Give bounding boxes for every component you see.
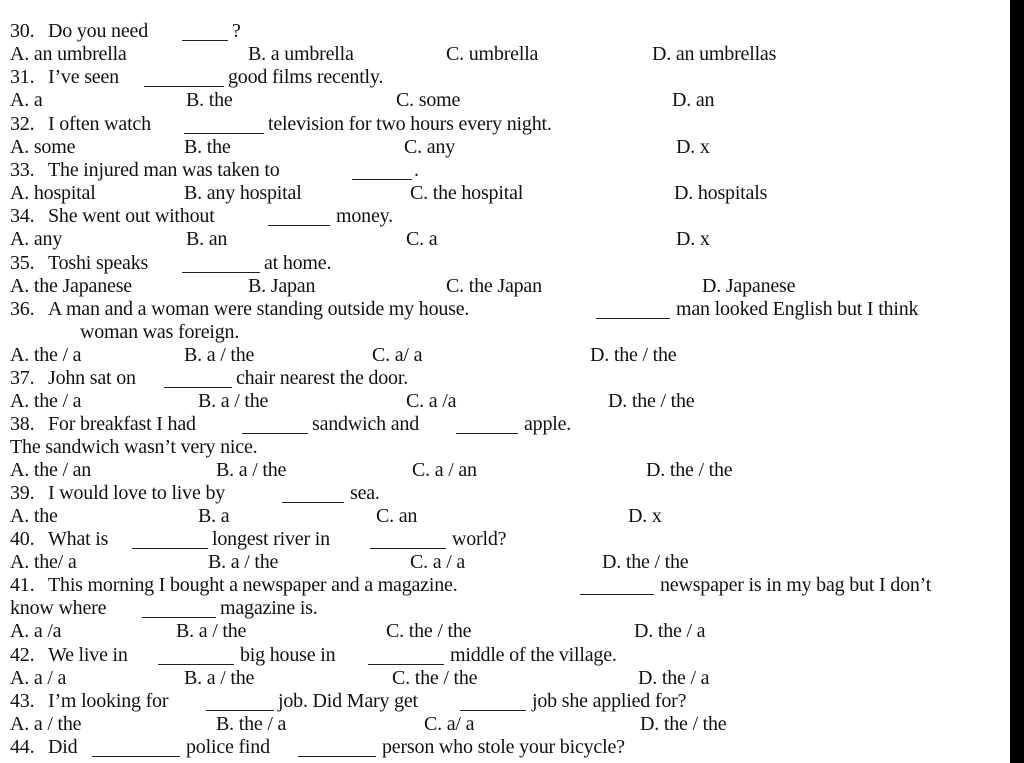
question-text: I’m looking for (48, 690, 169, 712)
option-d[interactable]: D. an umbrellas (652, 43, 777, 65)
question-text: person who stole your bicycle? (382, 736, 625, 758)
answer-blank (460, 710, 526, 711)
question-text: For breakfast I had (48, 413, 196, 435)
question-text: We live in (48, 644, 128, 666)
question-41 (0, 574, 1024, 597)
options-37 (0, 390, 1024, 413)
option-b[interactable]: B. the / a (216, 713, 287, 735)
question-text: She went out without (48, 205, 215, 227)
question-number: 39. (10, 482, 35, 504)
question-text: I’ve seen (48, 66, 119, 88)
option-a[interactable]: A. any (10, 228, 63, 250)
option-b[interactable]: B. an (186, 228, 228, 250)
answer-blank (596, 318, 670, 319)
question-number: 44. (10, 736, 35, 758)
option-a[interactable]: A. the/ a (10, 551, 77, 573)
option-d[interactable]: D. the / the (640, 713, 727, 735)
options-36 (0, 344, 1024, 367)
option-b[interactable]: B. any hospital (184, 182, 302, 204)
question-text: The injured man was taken to (48, 159, 280, 181)
answer-blank (164, 387, 232, 388)
question-text: I often watch (48, 113, 151, 135)
question-35 (0, 252, 1024, 275)
answer-blank (368, 664, 444, 665)
question-number: 42. (10, 644, 35, 666)
question-number: 43. (10, 690, 35, 712)
option-d[interactable]: D. the / a (638, 667, 710, 689)
option-a[interactable]: A. the / a (10, 344, 82, 366)
question-33 (0, 159, 1024, 182)
question-text: woman was foreign. (80, 321, 240, 343)
option-b[interactable]: B. a umbrella (248, 43, 354, 65)
question-text: This morning I bought a newspaper and a magazine. (48, 574, 458, 596)
question-41-continued (0, 597, 1024, 620)
question-44 (0, 736, 1024, 759)
option-c[interactable]: C. the hospital (410, 182, 524, 204)
option-d[interactable]: D. the / a (634, 620, 706, 642)
page-edge (1010, 0, 1024, 763)
option-d[interactable]: D. x (676, 228, 710, 250)
option-a[interactable]: A. a /a (10, 620, 62, 642)
option-b[interactable]: B. a / the (176, 620, 247, 642)
question-text: . (414, 159, 419, 181)
option-d[interactable]: D. hospitals (674, 182, 768, 204)
answer-blank (282, 502, 344, 503)
option-b[interactable]: B. a / the (184, 667, 255, 689)
option-a[interactable]: A. a / a (10, 667, 67, 689)
answer-blank (352, 179, 412, 180)
option-c[interactable]: C. a (406, 228, 438, 250)
question-40 (0, 528, 1024, 551)
option-c[interactable]: C. an (376, 505, 418, 527)
option-a[interactable]: A. some (10, 136, 76, 158)
question-text: television for two hours every night. (268, 113, 552, 135)
question-text: middle of the village. (450, 644, 617, 666)
answer-blank (268, 225, 330, 226)
question-32 (0, 113, 1024, 136)
question-text: sandwich and (312, 413, 420, 435)
question-30 (0, 20, 1024, 43)
question-number: 32. (10, 113, 35, 135)
option-c[interactable]: C. umbrella (446, 43, 539, 65)
option-b[interactable]: B. the (186, 89, 233, 111)
option-d[interactable]: D. x (628, 505, 662, 527)
question-number: 38. (10, 413, 35, 435)
option-b[interactable]: B. Japan (248, 275, 316, 297)
question-number: 35. (10, 252, 35, 274)
answer-blank (144, 86, 224, 87)
question-number: 34. (10, 205, 35, 227)
option-a[interactable]: A. the / an (10, 459, 92, 481)
option-d[interactable]: D. an (672, 89, 715, 111)
options-34 (0, 228, 1024, 251)
question-text: A man and a woman were standing outside my house. (48, 298, 470, 320)
option-a[interactable]: A. the Japanese (10, 275, 132, 297)
option-a[interactable]: A. a / the (10, 713, 82, 735)
answer-blank (456, 433, 518, 434)
option-d[interactable]: D. the / the (602, 551, 689, 573)
options-43 (0, 713, 1024, 736)
question-text: longest river in (212, 528, 330, 550)
options-38 (0, 459, 1024, 482)
answer-blank (184, 133, 264, 134)
option-d[interactable]: D. x (676, 136, 710, 158)
question-text: What is (48, 528, 109, 550)
option-a[interactable]: A. an umbrella (10, 43, 127, 65)
answer-blank (142, 617, 216, 618)
question-text: chair nearest the door. (236, 367, 408, 389)
question-text: money. (336, 205, 393, 227)
option-b[interactable]: B. the (184, 136, 231, 158)
answer-blank (242, 433, 308, 434)
options-42 (0, 667, 1024, 690)
option-b[interactable]: B. a / the (184, 344, 255, 366)
question-text: big house in (240, 644, 336, 666)
question-text: I would love to live by (48, 482, 226, 504)
question-text: job. Did Mary get (278, 690, 418, 712)
question-text: newspaper is in my bag but I don’t (660, 574, 932, 596)
question-text: Did (48, 736, 78, 758)
options-32 (0, 136, 1024, 159)
question-text: good films recently. (228, 66, 384, 88)
option-c[interactable]: C. some (396, 89, 461, 111)
answer-blank (158, 664, 234, 665)
option-b[interactable]: B. a (198, 505, 230, 527)
question-text: man looked English but I think (676, 298, 919, 320)
option-c[interactable]: C. the / the (386, 620, 472, 642)
option-c[interactable]: C. a / a (410, 551, 466, 573)
question-38-continued (0, 436, 1024, 459)
question-text: John sat on (48, 367, 136, 389)
options-35 (0, 275, 1024, 298)
question-37 (0, 367, 1024, 390)
option-c[interactable]: C. a/ a (372, 344, 423, 366)
options-30 (0, 43, 1024, 66)
question-34 (0, 205, 1024, 228)
option-c[interactable]: C. the / the (392, 667, 478, 689)
options-40 (0, 551, 1024, 574)
question-38 (0, 413, 1024, 436)
question-39 (0, 482, 1024, 505)
option-c[interactable]: C. the Japan (446, 275, 542, 297)
option-a[interactable]: A. a (10, 89, 43, 111)
question-number: 41. (10, 574, 35, 596)
answer-blank (580, 594, 654, 595)
option-c[interactable]: C. any (404, 136, 456, 158)
option-a[interactable]: A. hospital (10, 182, 96, 204)
option-b[interactable]: B. a / the (198, 390, 269, 412)
question-number: 30. (10, 20, 35, 42)
question-text: world? (452, 528, 507, 550)
question-text: police find (186, 736, 270, 758)
option-b[interactable]: B. a / the (216, 459, 287, 481)
answer-blank (370, 548, 446, 549)
question-text: apple. (524, 413, 572, 435)
option-d[interactable]: D. the / the (590, 344, 677, 366)
option-d[interactable]: D. the / the (646, 459, 733, 481)
option-b[interactable]: B. a / the (208, 551, 279, 573)
answer-blank (132, 548, 208, 549)
answer-blank (298, 756, 376, 757)
question-number: 37. (10, 367, 35, 389)
option-d[interactable]: D. the / the (608, 390, 695, 412)
options-39 (0, 505, 1024, 528)
question-42 (0, 644, 1024, 667)
question-text: know where (10, 597, 107, 619)
question-number: 36. (10, 298, 35, 320)
option-c[interactable]: C. a / an (412, 459, 477, 481)
question-text: at home. (264, 252, 332, 274)
question-number: 33. (10, 159, 35, 181)
options-41 (0, 620, 1024, 643)
question-36 (0, 298, 1024, 321)
question-text: magazine is. (220, 597, 318, 619)
question-36-continued (0, 321, 1024, 344)
answer-blank (92, 756, 180, 757)
option-c[interactable]: C. a/ a (424, 713, 475, 735)
question-number: 31. (10, 66, 35, 88)
question-text: The sandwich wasn’t very nice. (10, 436, 258, 458)
options-33 (0, 182, 1024, 205)
question-text: ? (232, 20, 241, 42)
option-a[interactable]: A. the / a (10, 390, 82, 412)
option-d[interactable]: D. Japanese (702, 275, 796, 297)
answer-blank (182, 272, 260, 273)
question-text: job she applied for? (532, 690, 687, 712)
question-text: sea. (350, 482, 380, 504)
option-a[interactable]: A. the (10, 505, 58, 527)
question-text: Toshi speaks (48, 252, 149, 274)
question-43 (0, 690, 1024, 713)
options-31 (0, 89, 1024, 112)
question-number: 40. (10, 528, 35, 550)
question-text: Do you need (48, 20, 148, 42)
question-31 (0, 66, 1024, 89)
answer-blank (206, 710, 274, 711)
answer-blank (182, 40, 228, 41)
option-c[interactable]: C. a /a (406, 390, 457, 412)
